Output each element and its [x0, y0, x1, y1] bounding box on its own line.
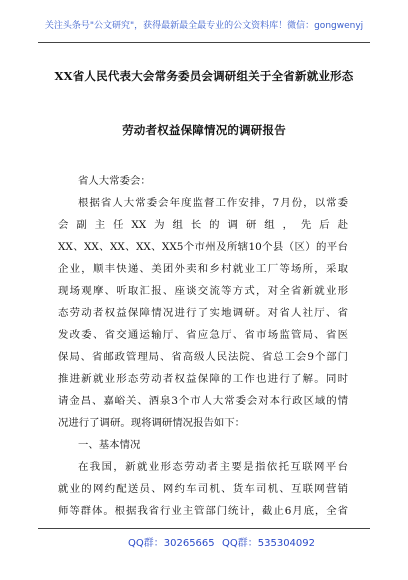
body-line: 就业的网约配送员、网约车司机、货车司机、互联网营销 — [58, 483, 348, 495]
header-banner: 关注头条号"公文研究"，获得最新最全最专业的公文资料库！微信：gongwenyj — [44, 21, 364, 31]
footer-qq-group-2: QQ群：535304092 — [222, 538, 316, 549]
header-divider — [38, 42, 370, 43]
body-line: 发改委、省交通运输厅、省应急厅、省市场监管局、省医 — [58, 329, 348, 341]
body-line: 请金昌、嘉峪关、酒泉3个市人大常委会对本行政区域的情 — [58, 395, 348, 407]
body-line: 况进行了调研。现将调研情况报告如下： — [58, 417, 246, 429]
body-line: 在我国，新就业形态劳动者主要是指依托互联网平台 — [78, 461, 348, 473]
body-line: 会副主任XX为组长的调研组，先后赴 — [58, 219, 348, 231]
footer-divider — [38, 528, 370, 529]
doc-body — [58, 170, 348, 522]
doc-title-line1: XX省人民代表大会常务委员会调研组关于全省新就业形态 — [54, 69, 354, 83]
body-line: 一、基本情况 — [78, 439, 141, 451]
body-line: 推进新就业形态劳动者权益保障的工作也进行了解。同时 — [58, 373, 348, 385]
body-line: 现场观摩、听取汇报、座谈交流等方式，对全省新就业形 — [58, 285, 348, 297]
doc-title-line2: 劳动者权益保障情况的调研报告 — [122, 123, 286, 137]
body-line: 态劳动者权益保障情况进行了实地调研。对省人社厅、省 — [58, 307, 348, 319]
body-line: 师等群体。根据我省行业主管部门统计，截止6月底，全省 — [58, 505, 348, 517]
body-line: XX、XX、XX、XX、XX5个市州及所辖10个县（区）的平台 — [58, 241, 348, 253]
body-line: 企业，顺丰快递、美团外卖和乡村就业工厂等场所，采取 — [58, 263, 348, 275]
body-line: 根据省人大常委会年度监督工作安排，7月份，以常委 — [78, 197, 348, 209]
body-line: 省人大常委会： — [78, 175, 151, 187]
footer-qq-group-1: QQ群：30265665 — [128, 538, 215, 549]
body-line: 保局、省邮政管理局、省高级人民法院、省总工会9个部门 — [58, 351, 348, 363]
footer — [0, 534, 408, 554]
